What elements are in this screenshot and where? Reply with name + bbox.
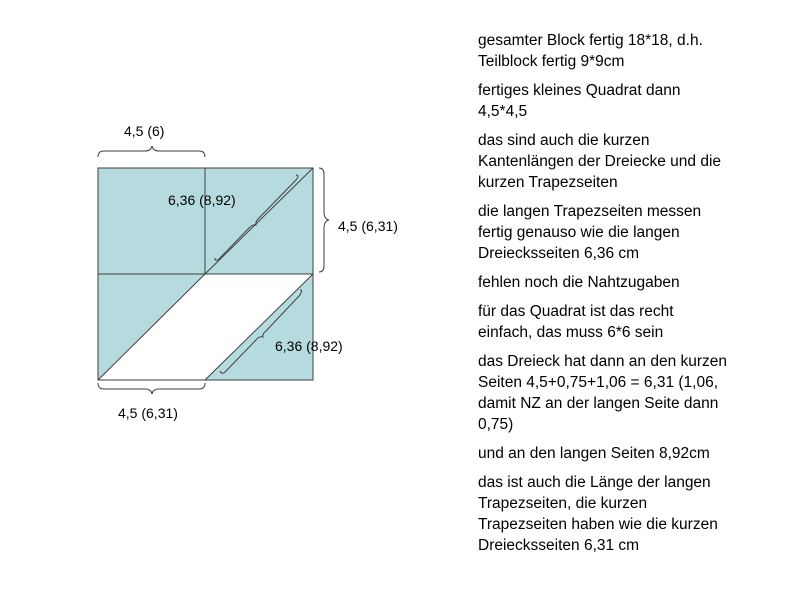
- note-paragraph: [478, 201, 798, 264]
- label-diag-upper: 6,36 (8,92): [168, 192, 236, 208]
- note-paragraph: [478, 272, 798, 293]
- bottom-brace: [98, 383, 205, 394]
- note-paragraph: [478, 30, 798, 72]
- note-line: das Dreieck hat dann an den kurzen: [478, 353, 728, 370]
- right-brace: [319, 168, 329, 272]
- note-line: Trapezseiten haben wie die kurzen: [478, 516, 718, 533]
- note-line: Dreiecksseiten 6,36 cm: [478, 245, 640, 262]
- note-line: einfach, das muss 6*6 sein: [478, 324, 664, 341]
- note-line: fehlen noch die Nahtzugaben: [478, 274, 680, 291]
- note-paragraph: [478, 80, 798, 122]
- note-line: die langen Trapezseiten messen: [478, 203, 702, 220]
- note-line: Teilblock fertig 9*9cm: [478, 53, 625, 70]
- label-top: 4,5 (6): [124, 123, 165, 139]
- note-paragraph: [478, 301, 798, 343]
- note-paragraph: [478, 472, 798, 556]
- note-line: fertiges kleines Quadrat dann: [478, 82, 681, 99]
- label-right: 4,5 (6,31): [338, 218, 398, 234]
- note-line: 4,5*4,5: [478, 103, 528, 120]
- label-diag-lower: 6,36 (8,92): [275, 338, 343, 354]
- note-line: das ist auch die Länge der langen: [478, 474, 711, 491]
- note-line: Dreiecksseiten 6,31 cm: [478, 537, 640, 554]
- note-line: das sind auch die kurzen: [478, 132, 650, 149]
- label-bottom: 4,5 (6,31): [118, 405, 178, 421]
- note-paragraph: [478, 351, 798, 435]
- explanation-notes: [478, 30, 798, 564]
- note-line: gesamter Block fertig 18*18, d.h.: [478, 32, 703, 49]
- note-line: für das Quadrat ist das recht: [478, 303, 674, 320]
- note-line: kurzen Trapezseiten: [478, 174, 618, 191]
- note-paragraph: [478, 443, 798, 464]
- note-line: Kantenlängen der Dreiecke und die: [478, 153, 722, 170]
- note-line: fertig genauso wie die langen: [478, 224, 680, 241]
- note-line: 0,75): [478, 416, 514, 433]
- note-line: Trapezseiten, die kurzen: [478, 495, 648, 512]
- note-line: Seiten 4,5+0,75+1,06 = 6,31 (1,06,: [478, 374, 719, 391]
- note-line: und an den langen Seiten 8,92cm: [478, 445, 710, 462]
- note-paragraph: [478, 130, 798, 193]
- note-line: damit NZ an der langen Seite dann: [478, 395, 719, 412]
- top-brace: [98, 146, 205, 157]
